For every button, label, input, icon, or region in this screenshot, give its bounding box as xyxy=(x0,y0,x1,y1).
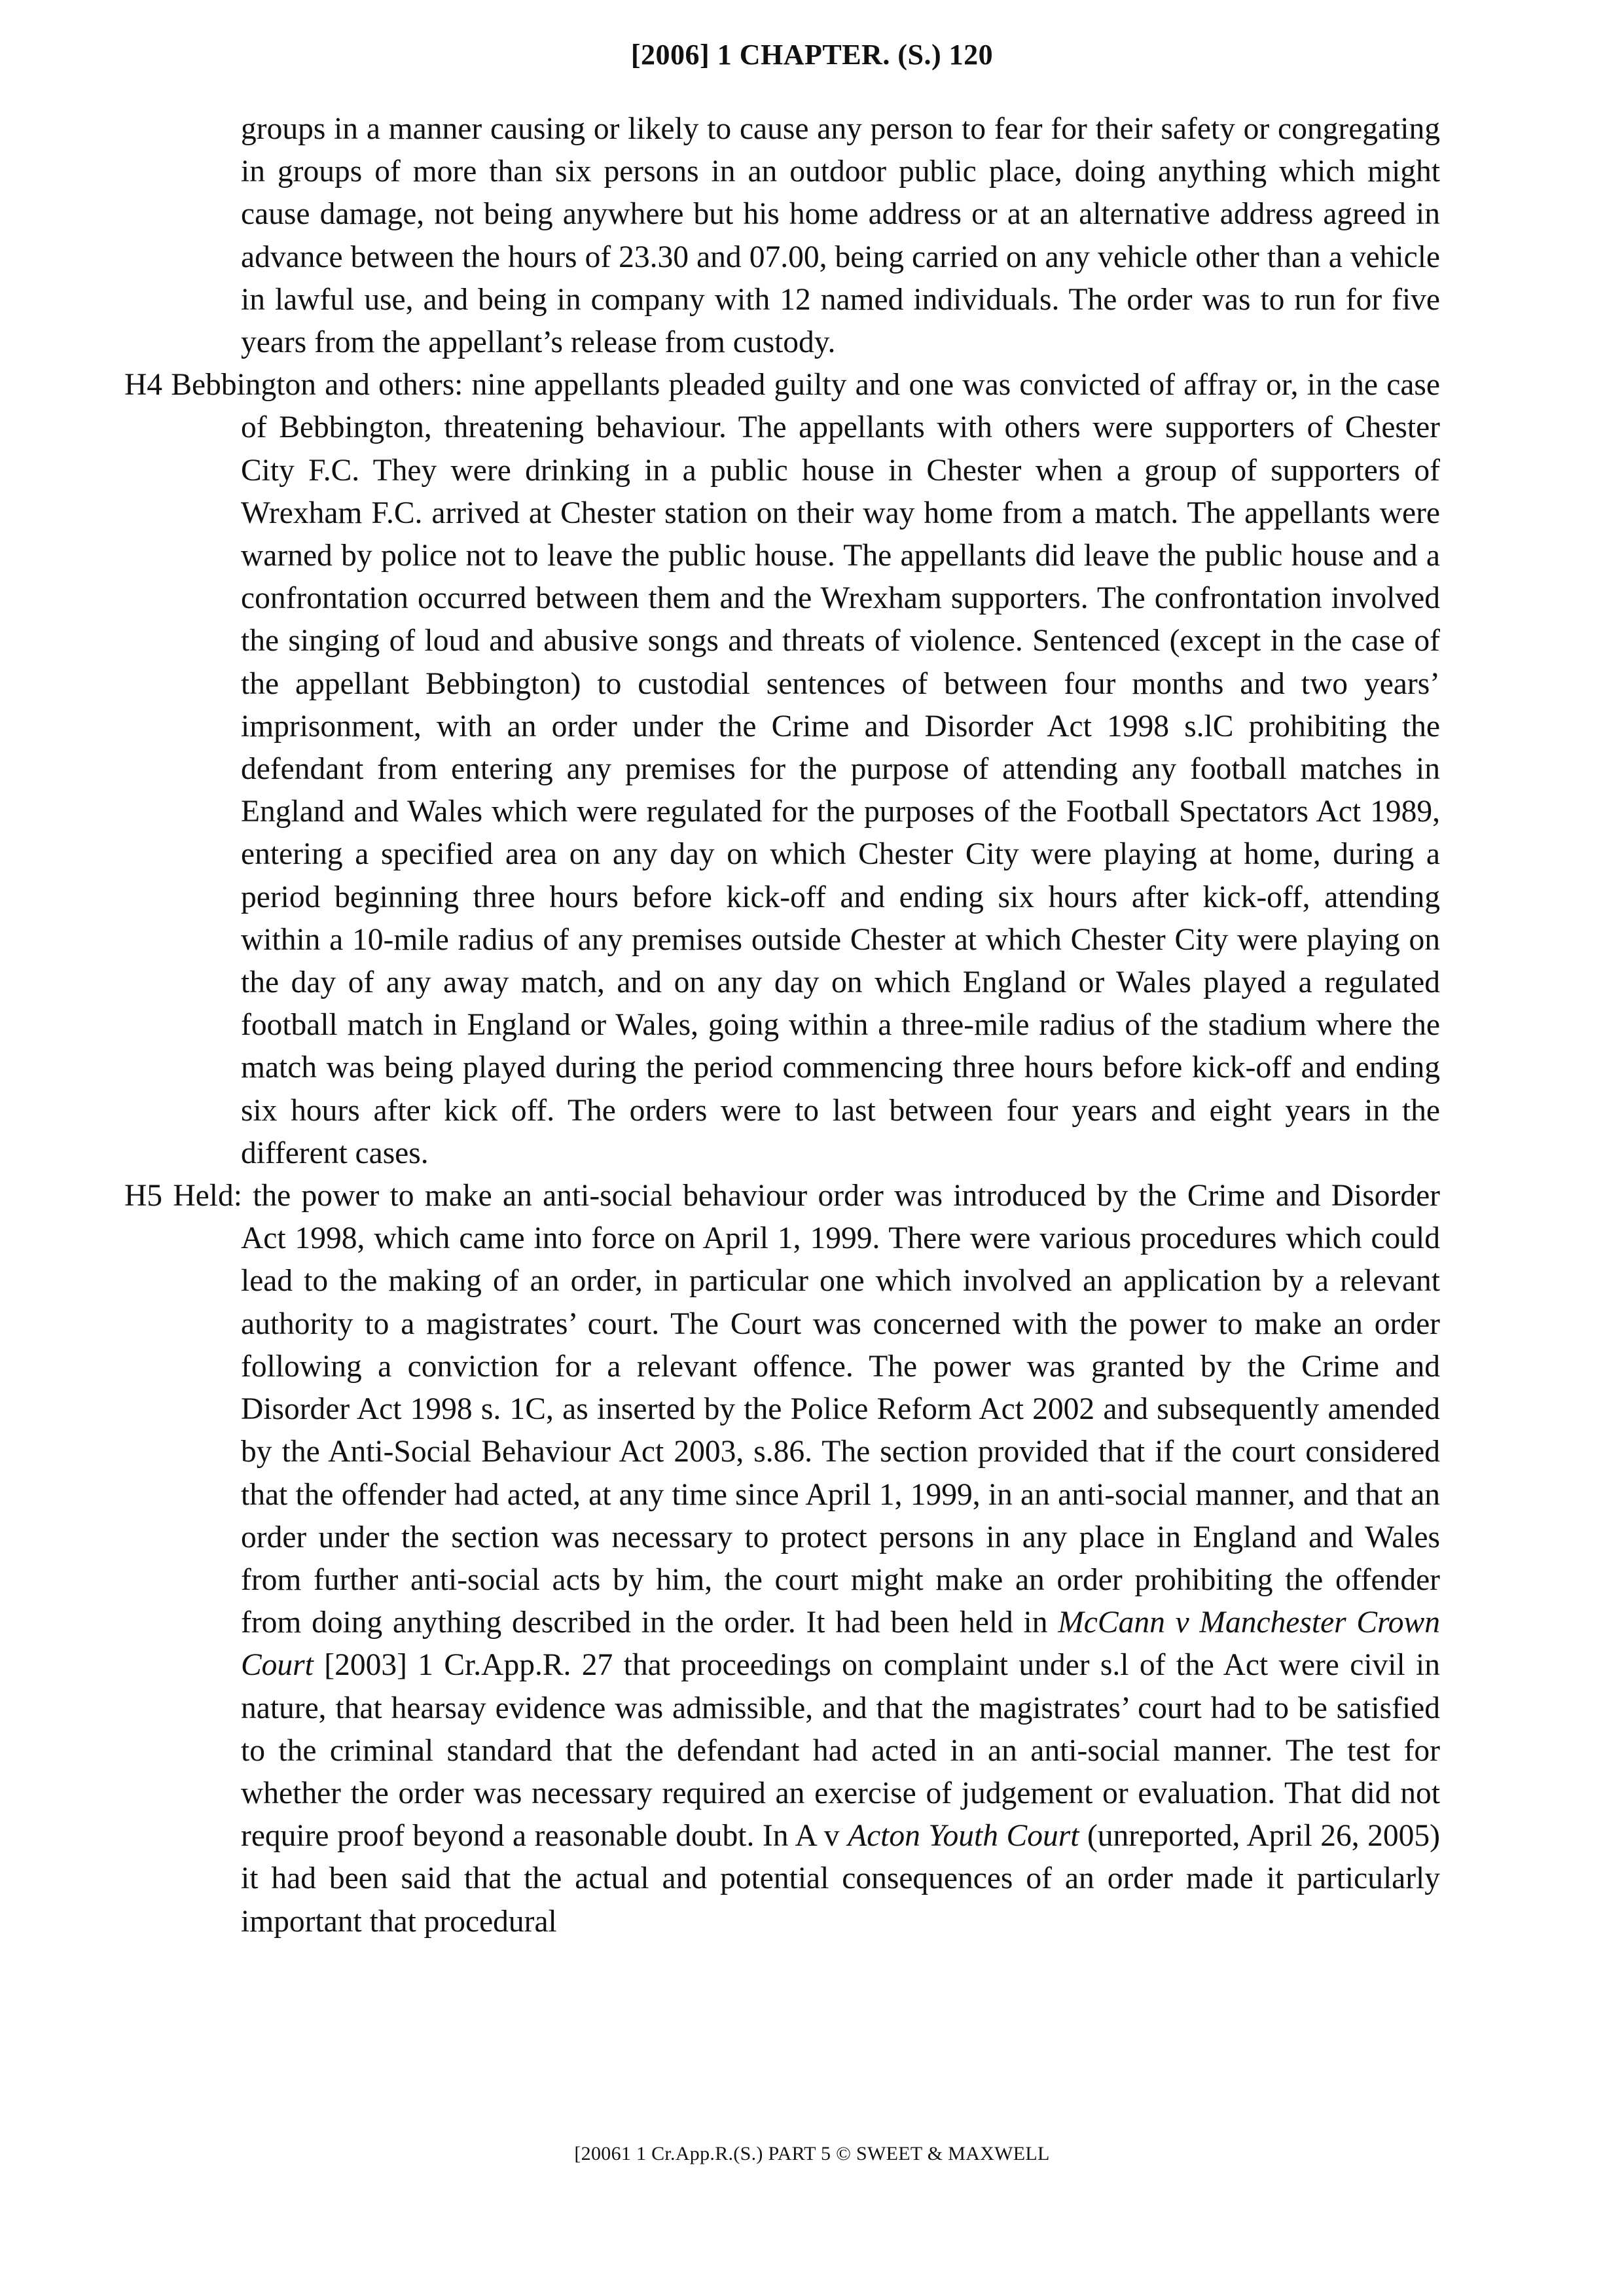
running-head: [2006] 1 CHAPTER. (S.) 120 xyxy=(630,39,994,71)
paragraph-marker: H4 xyxy=(124,368,163,403)
paragraph-continuation xyxy=(124,108,1440,364)
case-citation: Acton Youth Court xyxy=(848,1819,1079,1854)
page-footer: [20061 1 Cr.App.R.(S.) PART 5 © SWEET & MAXWELL xyxy=(574,2143,1050,2164)
paragraph-text: Bebbington and others: nine appellants pleaded guilty and one was convicted of affray or, in the case of Bebbington, threatening behaviour. The appellants with others were supporters of Chester City F.C. They were drinking in a public house in Chester when a group of supporters of Wrexham F.C. arrived at Chester station on their way home from a match. The appellants were warned by police not to leave the public house. The appellants did leave the public house and a confrontation occurred between them and the Wrexham supporters. The confrontation involved the singing of loud and abusive songs and threats of violence. Sentenced (except in the case of the appellant Bebbington) to custodial sentences of between four months and two years’ imprisonment, with an order under the Crime and Disorder Act 1998 s.lC prohibiting the defendant from entering any premises for the purpose of attending any football matches in England and Wales which were regulated for the purposes of the Football Spectators Act 1989, entering a specified area on any day on which Chester City were playing at home, during a period beginning three hours before kick-off and ending six hours after kick-off, attending within a 10-mile radius of any premises outside Chester at which Chester City were playing on the day of any away match, and on any day on which England or Wales played a regulated football match in England or Wales, going within a three-mile radius of the stadium where the match was being played during the period commencing three hours before kick-off and ending six hours after kick off. The orders were to last between four years and eight years in the different cases. xyxy=(171,368,1440,1170)
paragraph-h4 xyxy=(124,364,1440,1175)
paragraph-text: groups in a manner causing or likely to cause any person to fear for their safety or congregating in groups of more than six persons in an outdoor public place, doing anything which might cause damage, not being anywhere but his home address or at an alternative address agreed in advance between the hours of 23.30 and 07.00, being carried on any vehicle other than a vehicle in lawful use, and being in company with 12 named individuals. The order was to run for five years from the appellant’s release from custody. xyxy=(241,112,1440,360)
paragraph-marker: H5 xyxy=(124,1179,163,1213)
body-text xyxy=(124,108,1440,1943)
case-citation: McCann v Manchester Crown Court xyxy=(241,1605,1440,1683)
paragraph-h5 xyxy=(124,1175,1440,1943)
paragraph-text: Held: the power to make an anti-social behaviour order was introduced by the Crime and Disorder Act 1998, which came into force on April 1, 1999. There were various procedures which could lead to the making of an order, in particular one which involved an application by a relevant authority to a magistrates’ court. The Court was concerned with the power to make an order following a conviction for a relevant offence. The power was granted by the Crime and Disorder Act 1998 s. 1C, as inserted by the Police Reform Act 2002 and subsequently amended by the Anti-Social Behaviour Act 2003, s.86. The section provided that if the court considered that the offender had acted, at any time since April 1, 1999, in an anti-social manner, and that an order under the section was necessary to protect persons in any place in England and Wales from further anti-social acts by him, the court might make an order prohibiting the offender from doing anything described in the order. It had been held in xyxy=(173,1179,1440,1640)
paragraph-text: [2003] 1 Cr.App.R. 27 that proceedings on complaint under s.l of the Act were civil in nature, that hearsay evidence was admissible, and that the magistrates’ court had to be satisfied to the criminal standard that the defendant had acted in an anti-social manner. The test for whether the order was necessary required an exercise of judgement or evaluation. That did not require proof beyond a reasonable doubt. In A v xyxy=(241,1648,1440,1854)
paragraph-text: (unreported, April 26, 2005) it had been said that the actual and potential consequences of an order made it particularly important that procedural xyxy=(241,1819,1440,1939)
